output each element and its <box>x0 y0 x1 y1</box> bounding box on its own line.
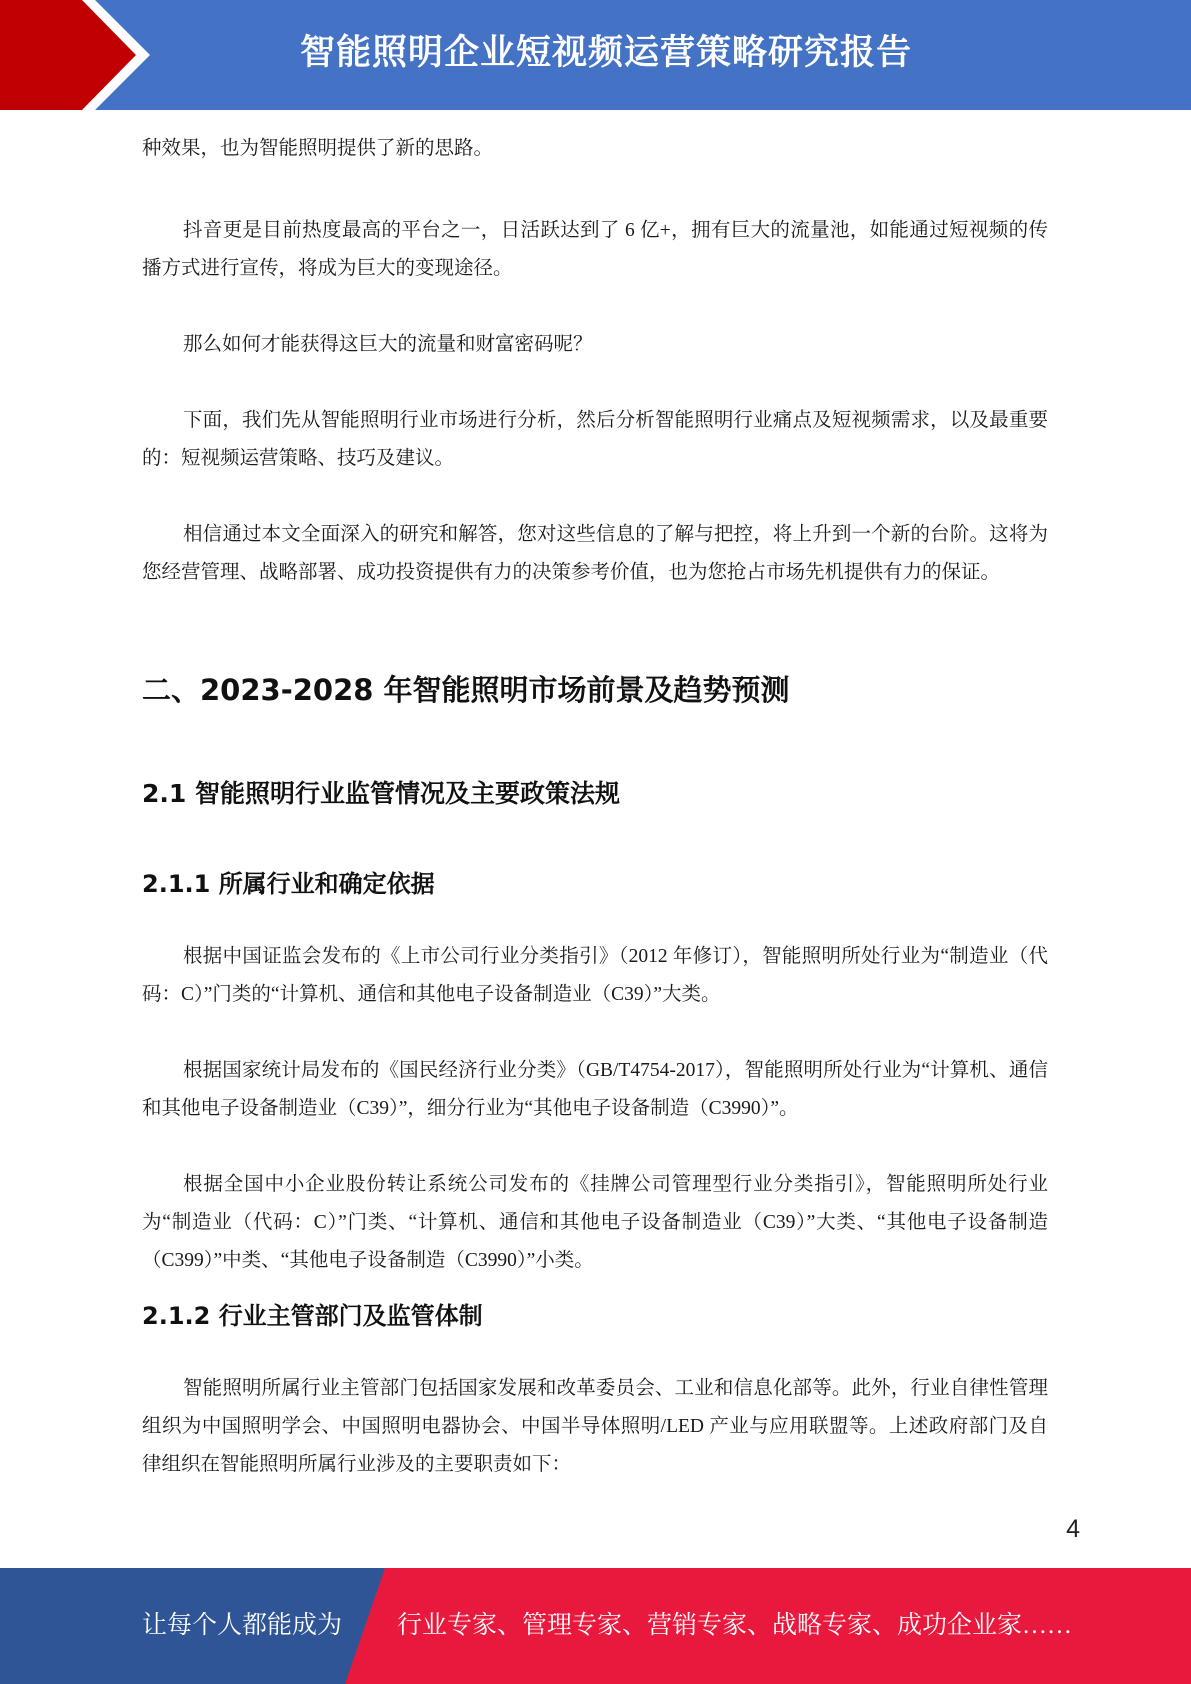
section-heading: 二、2023-2028 年智能照明市场前景及趋势预测 <box>142 673 790 707</box>
page-footer <box>0 1568 1191 1684</box>
page-number: 4 <box>1066 1515 1080 1543</box>
header-chevron-decoration <box>0 0 160 110</box>
report-title: 智能照明企业短视频运营策略研究报告 <box>300 33 913 73</box>
paragraph: 那么如何才能获得这巨大的流量和财富密码呢？ <box>183 334 593 355</box>
footer-slogan-right: 行业专家、管理专家、营销专家、战略专家、成功企业家…… <box>397 1612 1073 1639</box>
paragraph: 下面，我们先从智能照明行业市场进行分析，然后分析智能照明行业痛点及短视频需求，以及最重要的：短视频运营策略、技巧及建议。 <box>142 410 1048 469</box>
sub-subsection-heading: 2.1.2 行业主管部门及监管体制 <box>142 1302 483 1330</box>
footer-slogan-left: 让每个人都能成为 <box>142 1612 343 1639</box>
paragraph: 抖音更是目前热度最高的平台之一，日活跃达到了 6 亿+，拥有巨大的流量池，如能通过短视频的传播方式进行宣传，将成为巨大的变现途径。 <box>142 220 1048 279</box>
paragraph: 根据国家统计局发布的《国民经济行业分类》（GB/T4754-2017），智能照明所处行业为“计算机、通信和其他电子设备制造业（C39）”，细分行业为“其他电子设备制造（C3990）”。 <box>142 1060 1048 1119</box>
page-header <box>0 0 1191 110</box>
sub-subsection-heading: 2.1.1 所属行业和确定依据 <box>142 870 435 898</box>
paragraph: 智能照明所属行业主管部门包括国家发展和改革委员会、工业和信息化部等。此外，行业自律性管理组织为中国照明学会、中国照明电器协会、中国半导体照明/LED 产业与应用联盟等。上述政府部门及自律组织在智能照明所属行业涉及的主要职责如下： <box>142 1378 1048 1475</box>
paragraph: 根据中国证监会发布的《上市公司行业分类指引》（2012 年修订），智能照明所处行业为“制造业（代码：C）”门类的“计算机、通信和其他电子设备制造业（C39）”大类。 <box>142 946 1048 1005</box>
paragraph: 相信通过本文全面深入的研究和解答，您对这些信息的了解与把控，将上升到一个新的台阶。这将为您经营管理、战略部署、成功投资提供有力的决策参考价值，也为您抢占市场先机提供有力的保证。 <box>142 524 1048 583</box>
subsection-heading: 2.1 智能照明行业监管情况及主要政策法规 <box>142 779 620 808</box>
paragraph: 根据全国中小企业股份转让系统公司发布的《挂牌公司管理型行业分类指引》，智能照明所处行业为“制造业（代码：C）”门类、“计算机、通信和其他电子设备制造业（C39）”大类、“其他电子设备制造（C399）”中类、“其他电子设备制造（C3990）”小类。 <box>142 1174 1048 1271</box>
paragraph: 种效果，也为智能照明提供了新的思路。 <box>142 138 494 159</box>
